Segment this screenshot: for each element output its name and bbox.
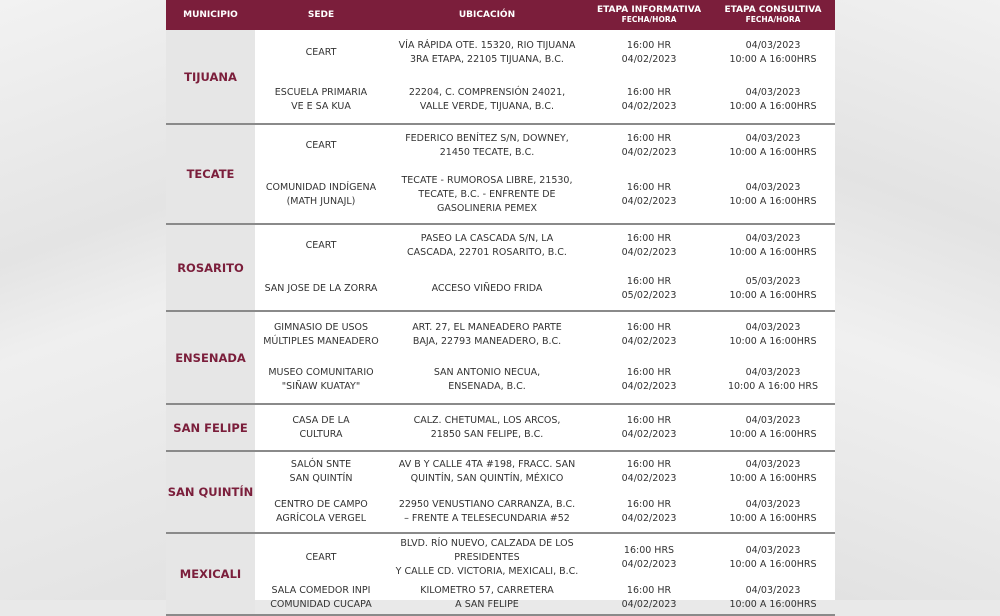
ubicacion-cell: VÍA RÁPIDA OTE. 15320, RIO TIJUANA 3RA ETAPA, 22105 TIJUANA, B.C.: [398, 40, 576, 66]
table-body: [166, 30, 835, 616]
table-row: [255, 414, 835, 442]
sede-cell: CEART: [305, 551, 337, 563]
consultiva-cell: 04/03/2023 10:00 A 16:00HRS: [729, 584, 817, 610]
sede-cell: SAN JOSE DE LA ZORRA: [264, 282, 378, 294]
header-municipio: MUNICIPIO: [183, 10, 238, 20]
ubicacion-cell: FEDERICO BENÍTEZ S/N, DOWNEY, 21450 TECATE, B.C.: [405, 133, 569, 158]
informativa-cell: 16:00 HR 05/02/2023: [621, 275, 677, 301]
informativa-cell: 16:00 HR 04/02/2023: [621, 499, 677, 524]
informativa-cell: 16:00 HR 04/02/2023: [621, 133, 677, 158]
municipio-group: [166, 534, 835, 616]
ubicacion-cell: TECATE - RUMOROSA LIBRE, 21530, TECATE, B.C. - ENFRENTE DE GASOLINERIA PEMEX: [401, 175, 573, 214]
informativa-cell: 16:00 HR 04/02/2023: [621, 459, 677, 484]
consultiva-cell: 04/03/2023 10:00 A 16:00HRS: [729, 499, 817, 524]
ubicacion-cell: 22204, C. COMPRENSIÓN 24021, VALLE VERDE, TIJUANA, B.C.: [408, 86, 566, 112]
background-left-panel: [0, 0, 168, 600]
municipio-name: TIJUANA: [166, 30, 255, 123]
consultiva-cell: 04/03/2023 10:00 A 16:00HRS: [729, 544, 817, 570]
sede-cell: COMUNIDAD INDÍGENA (MATH JUNAJL): [265, 182, 377, 207]
ubicacion-cell: KILOMETRO 57, CARRETERA A SAN FELIPE: [420, 584, 554, 610]
sede-rows: [255, 30, 835, 123]
municipio-group: [166, 125, 835, 225]
schedule-table: [166, 0, 835, 610]
municipio-name: TECATE: [166, 125, 255, 223]
municipio-name: ROSARITO: [166, 225, 255, 310]
consultiva-cell: 04/03/2023 10:00 A 16:00HRS: [729, 133, 817, 158]
consultiva-cell: 04/03/2023 10:00 A 16:00HRS: [729, 233, 817, 259]
sede-cell: CEART: [305, 47, 337, 59]
table-row: [255, 321, 835, 349]
sede-cell: SALA COMEDOR INPI COMUNIDAD CUCAPA: [270, 584, 372, 610]
municipio-name: SAN FELIPE: [166, 405, 255, 450]
sede-cell: CASA DE LA CULTURA: [292, 414, 350, 440]
ubicacion-cell: BLVD. RÍO NUEVO, CALZADA DE LOS PRESIDENTES Y CALLE CD. VICTORIA, MEXICALI, B.C.: [395, 537, 579, 577]
informativa-cell: 16:00 HR 04/02/2023: [621, 584, 677, 610]
table-row: [255, 174, 835, 216]
informativa-cell: 16:00 HR 04/02/2023: [621, 367, 677, 393]
municipio-group: [166, 405, 835, 452]
table-row: [255, 86, 835, 114]
sede-cell: SALÓN SNTE SAN QUINTÍN: [289, 459, 353, 484]
consultiva-cell: 04/03/2023 10:00 A 16:00HRS: [729, 40, 817, 66]
consultiva-cell: 04/03/2023 10:00 A 16:00 HRS: [727, 367, 819, 393]
consultiva-cell: 04/03/2023 10:00 A 16:00HRS: [729, 414, 817, 440]
consultiva-cell: 05/03/2023 10:00 A 16:00HRS: [729, 275, 817, 301]
informativa-cell: 16:00 HR 04/02/2023: [621, 414, 677, 440]
municipio-name: MEXICALI: [166, 534, 255, 614]
sede-cell: CENTRO DE CAMPO AGRÍCOLA VERGEL: [274, 499, 368, 524]
consultiva-cell: 04/03/2023 10:00 A 16:00HRS: [729, 182, 817, 207]
ubicacion-cell: ART. 27, EL MANEADERO PARTE BAJA, 22793 MANEADERO, B.C.: [412, 321, 562, 347]
ubicacion-cell: 22950 VENUSTIANO CARRANZA, B.C. – FRENTE A TELESECUNDARIA #52: [398, 499, 576, 524]
header-etapa-informativa: [587, 5, 711, 25]
consultiva-cell: 04/03/2023 10:00 A 16:00HRS: [729, 459, 817, 484]
header-informativa-title: ETAPA INFORMATIVA: [596, 5, 702, 15]
sede-rows: [255, 405, 835, 450]
table-row: [255, 39, 835, 67]
table-row: [255, 132, 835, 160]
sede-rows: [255, 125, 835, 223]
sede-cell: GIMNASIO DE USOS MÚLTIPLES MANEADERO: [263, 321, 379, 347]
header-ubicacion: UBICACIÓN: [458, 10, 516, 20]
informativa-cell: 16:00 HR 04/02/2023: [621, 86, 677, 112]
sede-cell: MUSEO COMUNITARIO "SIÑAW KUATAY": [268, 367, 374, 393]
ubicacion-cell: PASEO LA CASCADA S/N, LA CASCADA, 22701 ROSARITO, B.C.: [407, 233, 567, 259]
table-row: [255, 584, 835, 612]
consultiva-cell: 04/03/2023 10:00 A 16:00HRS: [729, 321, 817, 347]
header-etapa-consultiva: [711, 5, 835, 25]
table-row: [255, 275, 835, 303]
table-header: [166, 0, 835, 30]
sede-rows: [255, 534, 835, 614]
ubicacion-cell: CALZ. CHETUMAL, LOS ARCOS, 21850 SAN FELIPE, B.C.: [413, 414, 561, 440]
sede-cell: CEART: [305, 140, 337, 151]
table-row: [255, 537, 835, 579]
municipio-name: ENSENADA: [166, 312, 255, 403]
ubicacion-cell: SAN ANTONIO NECUA, ENSENADA, B.C.: [433, 367, 541, 393]
informativa-cell: 16:00 HR 04/02/2023: [621, 40, 677, 66]
municipio-group: [166, 30, 835, 125]
table-row: [255, 458, 835, 486]
sede-rows: [255, 452, 835, 532]
consultiva-cell: 04/03/2023 10:00 A 16:00HRS: [729, 86, 817, 112]
header-consultiva-sub: FECHA/HORA: [745, 15, 801, 24]
municipio-name: SAN QUINTÍN: [166, 452, 255, 532]
table-row: [255, 232, 835, 260]
informativa-cell: 16:00 HRS 04/02/2023: [621, 544, 677, 570]
header-sede: SEDE: [307, 10, 335, 20]
municipio-group: [166, 312, 835, 405]
sede-rows: [255, 312, 835, 403]
header-informativa-sub: FECHA/HORA: [621, 15, 677, 24]
background-right-panel: [835, 0, 1000, 600]
municipio-group: [166, 225, 835, 312]
sede-rows: [255, 225, 835, 310]
header-consultiva-title: ETAPA CONSULTIVA: [724, 5, 822, 15]
table-row: [255, 366, 835, 394]
informativa-cell: 16:00 HR 04/02/2023: [621, 233, 677, 259]
sede-cell: CEART: [305, 240, 337, 252]
municipio-group: [166, 452, 835, 534]
informativa-cell: 16:00 HR 04/02/2023: [621, 321, 677, 347]
table-row: [255, 498, 835, 526]
sede-cell: ESCUELA PRIMARIA VE E SA KUA: [274, 86, 368, 112]
ubicacion-cell: AV B Y CALLE 4TA #198, FRACC. SAN QUINTÍN, SAN QUINTÍN, MÉXICO: [398, 459, 576, 484]
ubicacion-cell: ACCESO VIÑEDO FRIDA: [431, 282, 543, 294]
informativa-cell: 16:00 HR 04/02/2023: [621, 182, 677, 207]
